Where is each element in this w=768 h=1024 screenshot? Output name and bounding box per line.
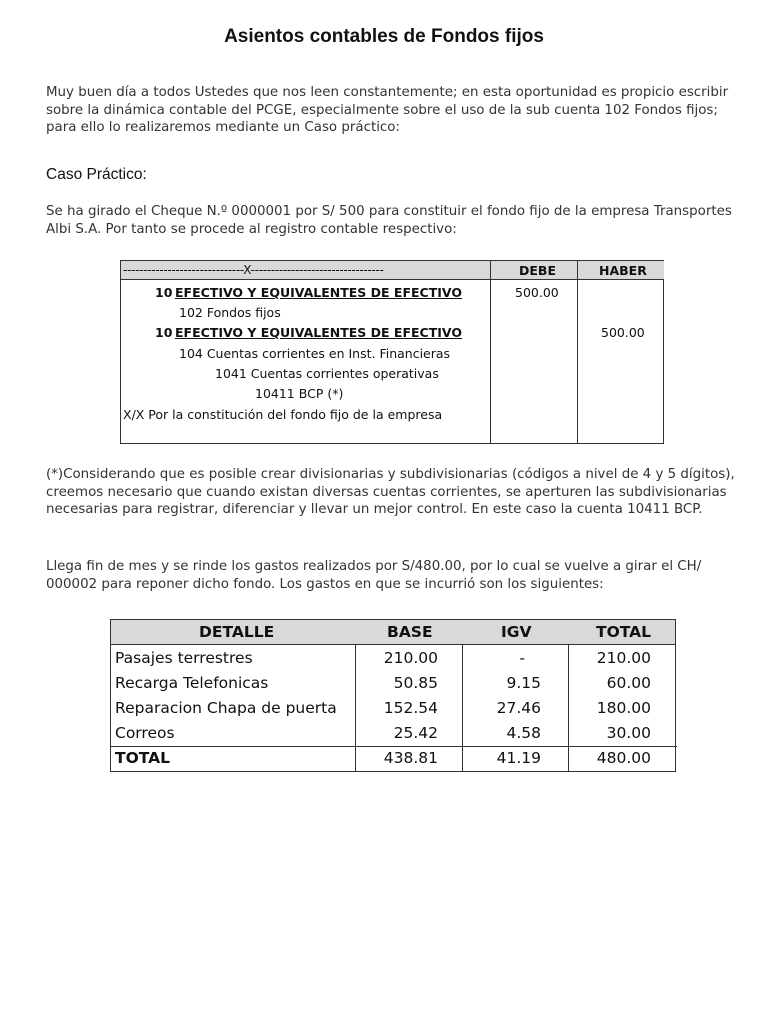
subaccount-label: 102 Fondos fijos — [179, 305, 281, 320]
subaccount-label: 104 Cuentas corrientes en Inst. Financieras — [179, 346, 451, 361]
intro-paragraph: Muy buen día a todos Ustedes que nos leen constantemente; en esta oportunidad es propicio escribir sobre la dinámica contable del PCGE, especialmente sobre el uso de la sub cuenta 102 Fondos fijos; para ello lo realizaremos mediante un Caso práctico: — [46, 85, 729, 135]
column-divider — [568, 645, 569, 771]
column-divider — [462, 645, 463, 771]
expense-total: 210.00 — [596, 649, 651, 667]
haber-amount: 500.00 — [601, 325, 645, 340]
expense-base: 50.85 — [393, 674, 438, 692]
divisionaria-label: 1041 Cuentas corrientes operativas — [215, 366, 439, 381]
account-label: EFECTIVO Y EQUIVALENTES DE EFECTIVO — [175, 325, 462, 340]
total-igv: 41.19 — [496, 749, 541, 767]
expense-detail: Correos — [115, 724, 175, 742]
haber-header: HABER — [599, 263, 647, 278]
expense-total: 180.00 — [596, 699, 651, 717]
account-code: 10 — [155, 285, 173, 300]
total-separator — [111, 746, 677, 747]
caso-heading: Caso Práctico: — [46, 166, 147, 183]
page-title: Asientos contables de Fondos fijos — [224, 26, 544, 47]
note-paragraph: (*)Considerando que es posible crear divisionarias y subdivisionarias (códigos a nivel de 4 y 5 dígitos), creemos necesario que cuando existan diversas cuentas corrientes, se aperturen las subdivisionarias necesarias para registrar, diferenciar y llevar un mejor control. En este caso la cuenta 10411 BCP. — [46, 467, 735, 517]
column-divider — [577, 261, 578, 443]
expense-igv: 27.46 — [496, 699, 541, 717]
expense-base: 25.42 — [393, 724, 438, 742]
expense-base: 210.00 — [383, 649, 438, 667]
journal-header-line: ------------------------------X--------------------------------- — [123, 263, 384, 277]
debe-amount: 500.00 — [515, 285, 559, 300]
journal-entry-table — [120, 260, 664, 444]
debe-header: DEBE — [519, 263, 556, 278]
caso-paragraph: Se ha girado el Cheque N.º 0000001 por S/ 500 para constituir el fondo fijo de la empresa Transportes Albi S.A. Por tanto se procede al registro contable respectivo: — [46, 204, 732, 237]
expense-igv: 9.15 — [506, 674, 541, 692]
expense-detail: Recarga Telefonicas — [115, 674, 269, 692]
month-end-paragraph: Llega fin de mes y se rinde los gastos realizados por S/480.00, por lo cual se vuelve a girar el CH/ 000002 para reponer dicho fondo. Los gastos en que se incurrió son los siguientes: — [46, 559, 702, 592]
expense-igv: - — [519, 649, 525, 667]
entry-description: X/X Por la constitución del fondo fijo de la empresa — [123, 407, 443, 422]
header-igv: IGV — [501, 623, 532, 641]
total-label: TOTAL — [115, 749, 170, 767]
expense-igv: 4.58 — [506, 724, 541, 742]
column-divider — [490, 261, 491, 443]
expense-detail: Reparacion Chapa de puerta — [115, 699, 337, 717]
expense-base: 152.54 — [383, 699, 438, 717]
header-base: BASE — [387, 623, 433, 641]
total-base: 438.81 — [383, 749, 438, 767]
expenses-table — [110, 619, 676, 772]
expense-total: 60.00 — [606, 674, 651, 692]
total-total: 480.00 — [596, 749, 651, 767]
subdivisionaria-label: 10411 BCP (*) — [255, 386, 344, 401]
expense-detail: Pasajes terrestres — [115, 649, 253, 667]
account-code: 10 — [155, 325, 173, 340]
column-divider — [355, 645, 356, 771]
expense-total: 30.00 — [606, 724, 651, 742]
header-detalle: DETALLE — [199, 623, 275, 641]
header-total: TOTAL — [596, 623, 651, 641]
account-label: EFECTIVO Y EQUIVALENTES DE EFECTIVO — [175, 285, 462, 300]
